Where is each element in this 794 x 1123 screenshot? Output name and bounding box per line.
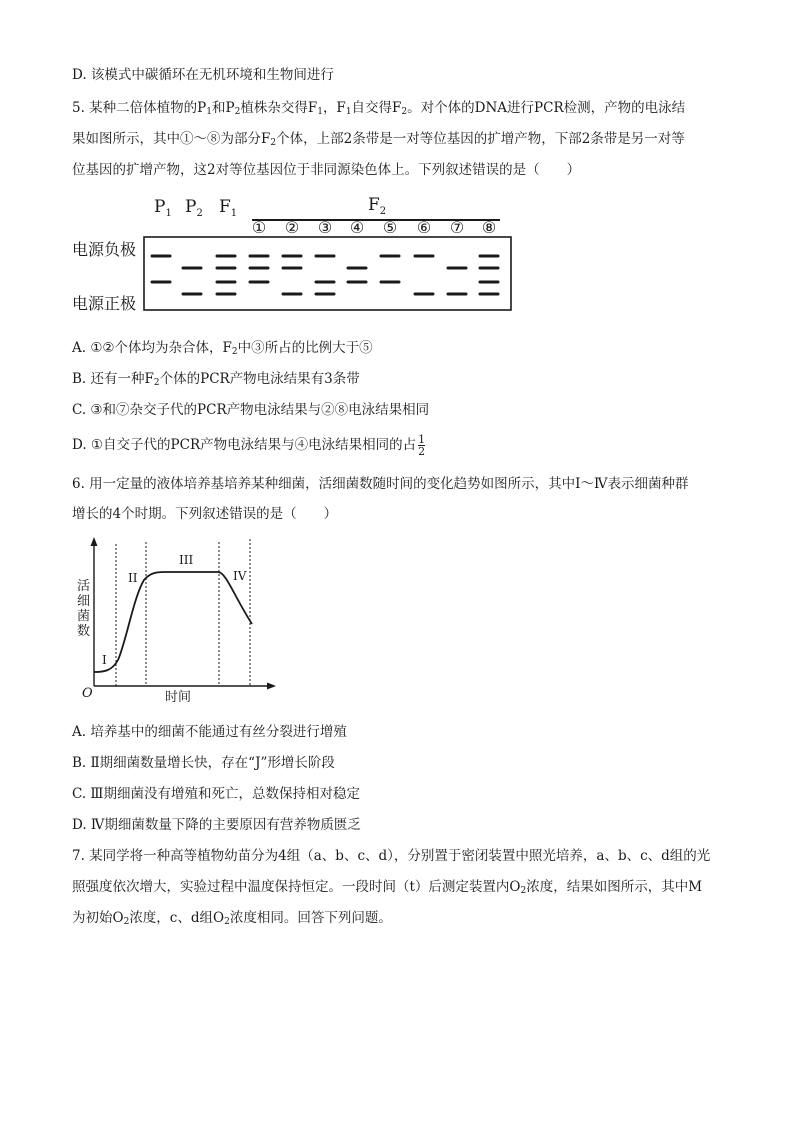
lane-label-f1: $F_1$ — [219, 197, 238, 219]
x-axis-arrow — [267, 683, 276, 690]
q5-option-c: C. ③和⑦杂交子代的PCR产物电泳结果与②⑧电泳结果相同 — [72, 402, 430, 418]
q6-option-d: D. Ⅳ期细菌数量下降的主要原因有营养物质匮乏 — [72, 817, 361, 833]
phase-label-iv: IV — [233, 569, 247, 583]
q6-option-a: A. 培养基中的细菌不能通过有丝分裂进行增殖 — [72, 724, 347, 740]
q5-option-a: A. ①②个体均为杂合体，$F_2$中③所占的比例大于⑤ — [72, 340, 373, 357]
origin-label: O — [82, 686, 93, 701]
q6-option-b: B. Ⅱ期细菌数量增长快，存在“J”形增长阶段 — [72, 755, 335, 771]
gel-lane-number: ② — [284, 218, 300, 237]
phase-label-ii: II — [128, 571, 138, 585]
y-axis-arrow — [91, 537, 98, 546]
q7-stem-line-3: 为初始$O_2$浓度，c、d组$O_2$浓度相同。回答下列问题。 — [72, 910, 392, 927]
gel-lane-number: ⑧ — [481, 218, 497, 237]
bacterial-growth-curve-graph — [72, 534, 282, 709]
gel-lane-number: ⑦ — [449, 218, 465, 237]
gel-bands — [152, 256, 498, 294]
q6-option-c: C. Ⅲ期细菌没有增殖和死亡，总数保持相对稳定 — [72, 786, 360, 802]
q5-stem-line-1: 5. 某种二倍体植物的$P_1$和$P_2$植株杂交得$F_1$，$F_1$自交得$F_2$。对个体的DNA进行PCR检测，产物的电泳结 — [72, 100, 686, 117]
gel-lane-number: ④ — [349, 218, 365, 237]
gel-box — [144, 237, 511, 310]
gel-lane-number: ③ — [317, 218, 333, 237]
phase-label-iii: III — [179, 553, 194, 567]
y-axis-label-char: 活 — [77, 579, 91, 594]
phase-label-i: I — [102, 653, 107, 667]
gel-lane-number: ⑤ — [382, 218, 398, 237]
q5-stem-line-3: 位基因的扩增产物，这2对等位基因位于非同源染色体上。下列叙述错误的是（ ） — [72, 162, 581, 178]
lane-label-p1-sub: 1 — [165, 208, 172, 219]
q7-stem-line-1: 7. 某同学将一种高等植物幼苗分为4组（a、b、c、d），分别置于密闭装置中照光培养，a、b、c、d组的光 — [72, 848, 711, 864]
x-axis-label: 时间 — [165, 690, 192, 705]
q7-stem-line-2: 照强度依次增大，实验过程中温度保持恒定。一段时间（t）后测定装置内$O_2$浓度，结果如图所示，其中M — [72, 879, 703, 896]
q5-option-b: B. 还有一种$F_2$个体的PCR产物电泳结果有3条带 — [72, 371, 360, 388]
lane-label-p2: $P_2$ — [185, 197, 203, 219]
y-axis-label-char: 数 — [77, 624, 91, 639]
prev-question-option-d: D. 该模式中碳循环在无机环境和生物间进行 — [72, 67, 334, 83]
gel-lane-number: ① — [251, 218, 267, 237]
f2-label: $F_2$ — [368, 195, 387, 217]
y-axis-label — [77, 579, 90, 639]
q6-stem-line-1: 6. 用一定量的液体培养基培养某种细菌，活细菌数随时间的变化趋势如图所示，其中Ⅰ～Ⅳ表示细菌种群 — [72, 476, 689, 492]
q6-stem-line-2: 增长的4个时期。下列叙述错误的是（ ） — [72, 506, 338, 522]
lane-label-p1: $P_1$ — [154, 197, 172, 219]
gel-lane-number: ⑥ — [416, 218, 432, 237]
q5-option-d: D. ①自交子代的PCR产物电泳结果与④电泳结果相同的占 $\frac{1}{2}$ — [72, 433, 426, 458]
fraction-one-half: $\frac{1}{2}$ — [418, 433, 426, 458]
q5-stem-line-2: 果如图所示，其中①～⑧为部分$F_2$个体，上部2条带是一对等位基因的扩增产物，下部2条带是另一对等 — [72, 131, 685, 148]
growth-curve — [94, 572, 252, 672]
y-axis-label-char: 细 — [77, 594, 91, 609]
negative-pole-label: 电源负极 — [72, 240, 137, 259]
positive-pole-label: 电源正极 — [72, 294, 137, 313]
y-axis-label-char: 菌 — [77, 609, 91, 624]
gel-electrophoresis-figure — [72, 190, 532, 320]
